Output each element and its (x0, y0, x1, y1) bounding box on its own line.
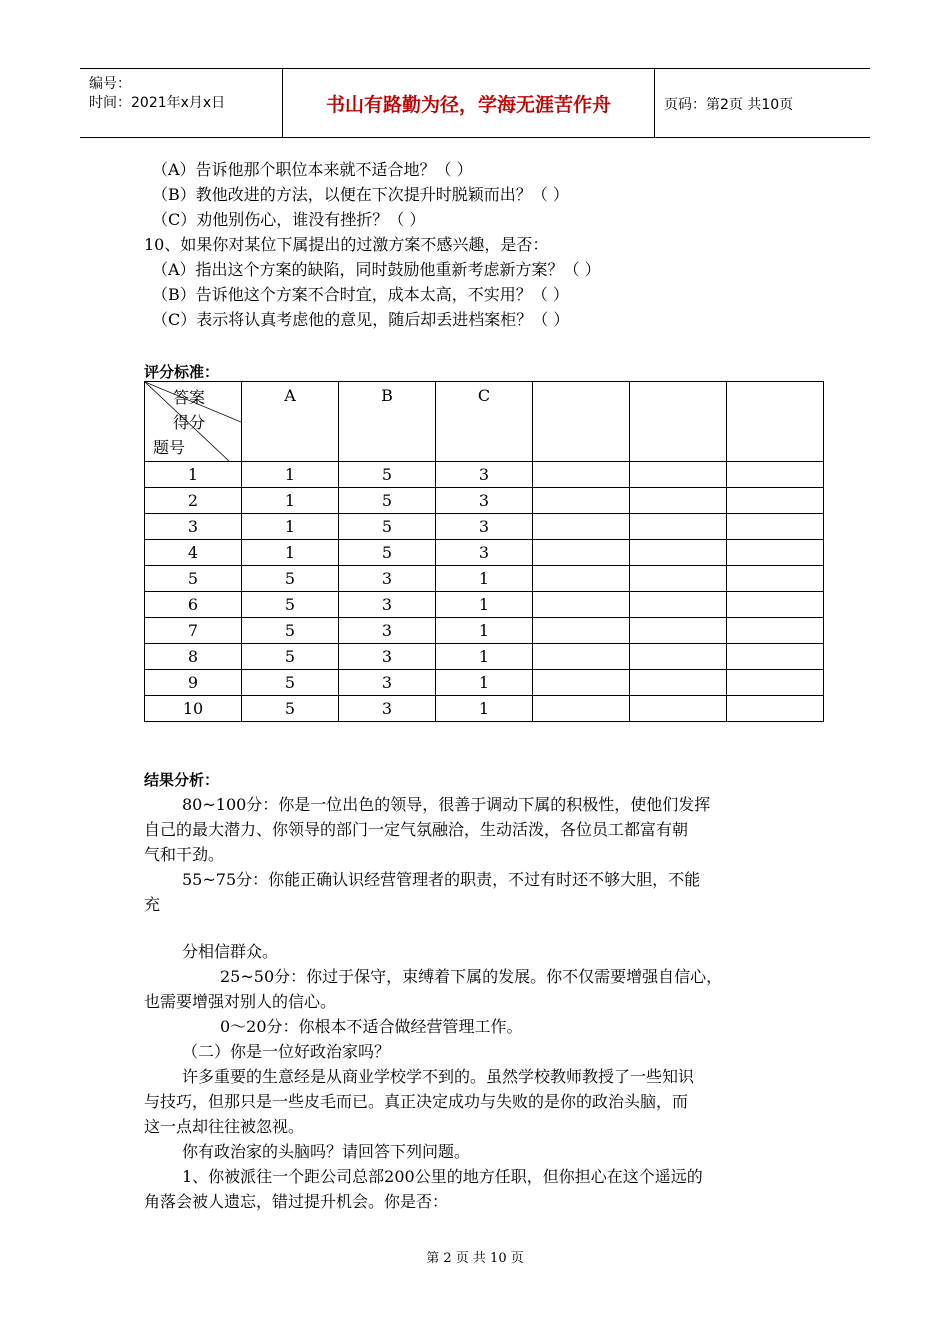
row-score-b: 5 (339, 462, 436, 488)
scoring-title: 评分标准： (144, 363, 220, 381)
analysis-title: 结果分析： (144, 771, 220, 789)
row-score-a: 5 (242, 566, 339, 592)
section2-q1-line1: 1、你被派往一个距公司总部200公里的地方任职，但你担心在这个遥远的 (182, 1167, 703, 1186)
empty-cell (630, 514, 727, 540)
empty-cell (533, 696, 630, 722)
analysis-p2-line2: 充 (144, 895, 161, 914)
empty-cell (533, 488, 630, 514)
q9-option-a: （A）告诉他那个职位本来就不适合地？（ ） (152, 160, 473, 179)
row-score-a: 1 (242, 514, 339, 540)
row-score-c: 3 (436, 540, 533, 566)
row-score-b: 3 (339, 618, 436, 644)
analysis-p3-line1: 25~50分：你过于保守，束缚着下属的发展。你不仅需要增强自信心， (220, 967, 723, 986)
row-score-c: 1 (436, 618, 533, 644)
empty-cell (533, 644, 630, 670)
empty-cell (533, 670, 630, 696)
row-score-c: 1 (436, 566, 533, 592)
section2-q1-line2: 角落会被人遗忘，错过提升机会。你是否： (144, 1192, 449, 1211)
table-header-row (145, 382, 824, 462)
row-score-b: 5 (339, 514, 436, 540)
col-header-b: B (339, 382, 436, 462)
q10-question: 10、如果你对某位下属提出的过激方案不感兴趣，是否： (144, 235, 549, 254)
col-header-a: A (242, 382, 339, 462)
corner-answer-label: 答案 (173, 388, 206, 407)
row-score-b: 3 (339, 644, 436, 670)
scoring-table (144, 381, 824, 722)
empty-cell (727, 514, 824, 540)
col-header-c: C (436, 382, 533, 462)
section2-p1-line1: 许多重要的生意经是从商业学校学不到的。虽然学校教师教授了一些知识 (182, 1067, 695, 1086)
row-question-number: 9 (145, 670, 242, 696)
table-row (145, 514, 824, 540)
empty-cell (533, 462, 630, 488)
row-score-c: 1 (436, 670, 533, 696)
empty-cell (630, 540, 727, 566)
col-header-empty (727, 382, 824, 462)
table-row (145, 540, 824, 566)
row-question-number: 2 (145, 488, 242, 514)
empty-cell (533, 540, 630, 566)
row-score-c: 3 (436, 462, 533, 488)
q10-option-a: （A）指出这个方案的缺陷，同时鼓励他重新考虑新方案？（ ） (152, 260, 601, 279)
row-score-c: 1 (436, 592, 533, 618)
corner-cell (145, 382, 242, 462)
row-score-a: 5 (242, 592, 339, 618)
empty-cell (727, 566, 824, 592)
q10-option-c: （C）表示将认真考虑他的意见，随后却丢进档案柜？（ ） (152, 310, 570, 329)
empty-cell (630, 644, 727, 670)
row-score-b: 3 (339, 566, 436, 592)
row-score-a: 1 (242, 462, 339, 488)
empty-cell (630, 462, 727, 488)
time-label: 时间：2021年x月x日 (89, 95, 226, 111)
section2-p1-line3: 这一点却往往被忽视。 (144, 1117, 305, 1136)
section2-p2: 你有政治家的头脑吗？请回答下列问题。 (182, 1142, 471, 1161)
row-score-a: 5 (242, 644, 339, 670)
analysis-p1-line2: 自己的最大潜力、你领导的部门一定气氛融洽，生动活泼，各位员工都富有朝 (144, 820, 689, 839)
row-question-number: 7 (145, 618, 242, 644)
header-motto: 书山有路勤为径，学海无涯苦作舟 (283, 69, 655, 137)
table-row (145, 670, 824, 696)
row-score-a: 5 (242, 670, 339, 696)
scoring-table-body (145, 462, 824, 722)
analysis-p4: 0～20分：你根本不适合做经营管理工作。 (220, 1017, 523, 1036)
corner-score-label: 得分 (173, 413, 206, 432)
row-score-c: 3 (436, 488, 533, 514)
row-question-number: 3 (145, 514, 242, 540)
table-row (145, 696, 824, 722)
section2-title: （二）你是一位好政治家吗？ (182, 1042, 391, 1061)
empty-cell (727, 670, 824, 696)
number-label: 编号： (89, 76, 131, 92)
page-footer: 第 2 页 共 10 页 (426, 1251, 524, 1266)
analysis-p1-line1: 80~100分：你是一位出色的领导，很善于调动下属的积极性，使他们发挥 (182, 795, 711, 814)
empty-cell (533, 566, 630, 592)
row-score-b: 3 (339, 670, 436, 696)
empty-cell (727, 540, 824, 566)
analysis-p1-line3: 气和干劲。 (144, 845, 225, 864)
analysis-p2-line3: 分相信群众。 (182, 942, 279, 961)
row-score-b: 3 (339, 696, 436, 722)
empty-cell (630, 618, 727, 644)
empty-cell (533, 514, 630, 540)
empty-cell (630, 670, 727, 696)
empty-cell (727, 488, 824, 514)
row-score-a: 5 (242, 696, 339, 722)
empty-cell (630, 566, 727, 592)
analysis-p3-line2: 也需要增强对别人的信心。 (144, 992, 337, 1011)
row-question-number: 1 (145, 462, 242, 488)
col-header-empty (533, 382, 630, 462)
empty-cell (630, 696, 727, 722)
row-score-c: 1 (436, 644, 533, 670)
row-question-number: 6 (145, 592, 242, 618)
page-header (80, 68, 870, 138)
row-question-number: 10 (145, 696, 242, 722)
row-score-a: 1 (242, 488, 339, 514)
empty-cell (630, 488, 727, 514)
empty-cell (727, 696, 824, 722)
empty-cell (630, 592, 727, 618)
header-meta (80, 69, 283, 137)
table-row (145, 488, 824, 514)
row-score-c: 3 (436, 514, 533, 540)
empty-cell (727, 644, 824, 670)
page-indicator: 页码：第2页 共10页 (664, 97, 794, 113)
empty-cell (727, 618, 824, 644)
table-row (145, 644, 824, 670)
q9-option-c: （C）劝他别伤心，谁没有挫折？（ ） (152, 210, 426, 229)
row-score-c: 1 (436, 696, 533, 722)
analysis-p2-line1: 55~75分：你能正确认识经营管理者的职责，不过有时还不够大胆，不能 (182, 870, 701, 889)
row-question-number: 5 (145, 566, 242, 592)
empty-cell (533, 592, 630, 618)
empty-cell (533, 618, 630, 644)
col-header-empty (630, 382, 727, 462)
row-score-b: 3 (339, 592, 436, 618)
row-score-a: 1 (242, 540, 339, 566)
table-row (145, 618, 824, 644)
row-score-b: 5 (339, 540, 436, 566)
empty-cell (727, 592, 824, 618)
row-question-number: 4 (145, 540, 242, 566)
empty-cell (727, 462, 824, 488)
table-row (145, 462, 824, 488)
q10-option-b: （B）告诉他这个方案不合时宜，成本太高，不实用？（ ） (152, 285, 569, 304)
table-row (145, 566, 824, 592)
row-question-number: 8 (145, 644, 242, 670)
q9-option-b: （B）教他改进的方法，以便在下次提升时脱颖而出？（ ） (152, 185, 569, 204)
section2-p1-line2: 与技巧，但那只是一些皮毛而已。真正决定成功与失败的是你的政治头脑，而 (144, 1092, 689, 1111)
corner-question-label: 题号 (153, 438, 186, 457)
row-score-b: 5 (339, 488, 436, 514)
table-row (145, 592, 824, 618)
row-score-a: 5 (242, 618, 339, 644)
